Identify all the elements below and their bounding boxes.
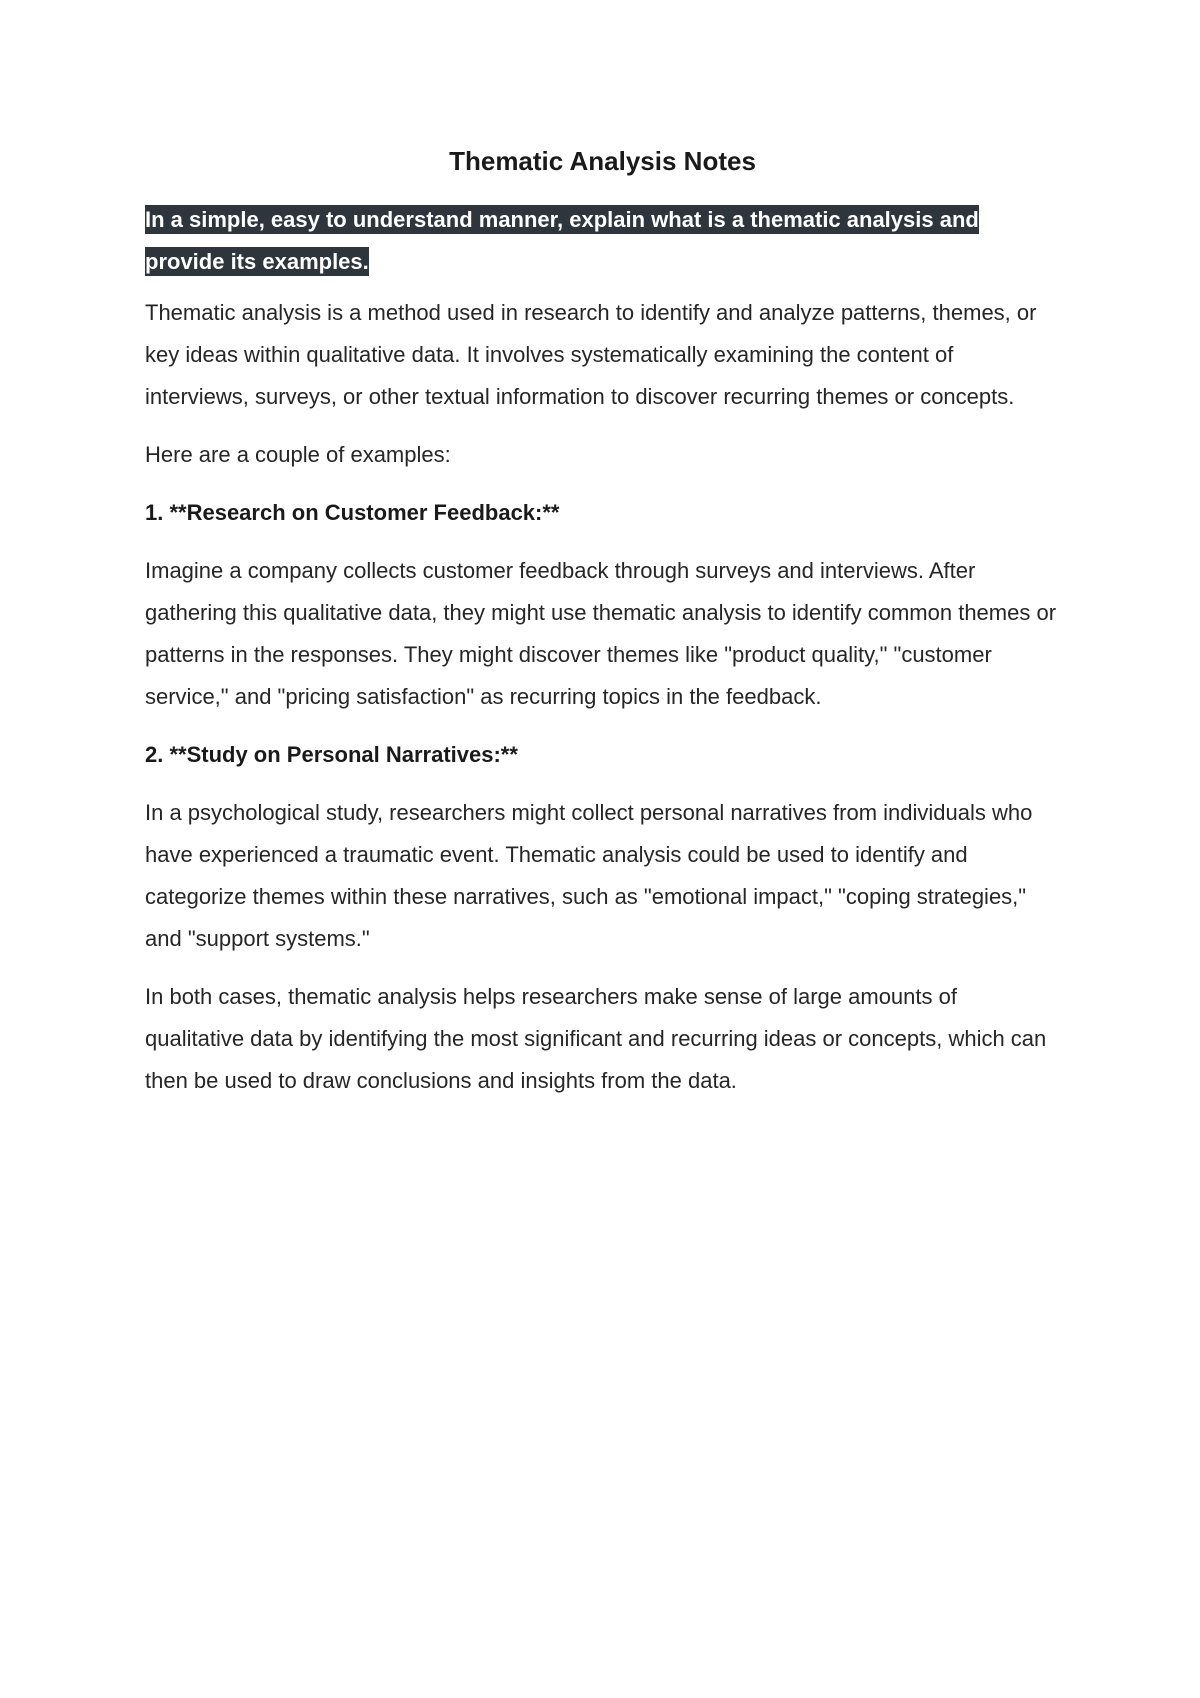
examples-lead: Here are a couple of examples: (145, 442, 451, 467)
document-body (145, 143, 1060, 1118)
highlighted-prompt (145, 199, 1060, 283)
document-title: Thematic Analysis Notes (449, 146, 756, 176)
example-heading-1: 1. **Research on Customer Feedback:** (145, 500, 560, 525)
prompt-text: In a simple, easy to understand manner, explain what is a thematic analysis and provide its examples. (145, 207, 979, 274)
conclusion-paragraph: In both cases, thematic analysis helps researchers make sense of large amounts of qualitative data by identifying the most significant and recurring ideas or concepts, which can then be used to draw conclusions and insights from the data. (145, 984, 1047, 1093)
intro-paragraph: Thematic analysis is a method used in research to identify and analyze patterns, themes, or key ideas within qualitative data. It involves systematically examining the content of interviews, surveys, or other textual information to discover recurring themes or concepts. (145, 300, 1037, 409)
example-paragraph-1: Imagine a company collects customer feedback through surveys and interviews. After gathering this qualitative data, they might use thematic analysis to identify common themes or patterns in the responses. They might discover themes like "product quality," "customer service," and "pricing satisfaction" as recurring topics in the feedback. (145, 558, 1057, 709)
example-heading-2: 2. **Study on Personal Narratives:** (145, 742, 518, 767)
example-paragraph-2: In a psychological study, researchers might collect personal narratives from individuals who have experienced a traumatic event. Thematic analysis could be used to identify and categorize themes within these narratives, such as "emotional impact," "coping strategies," and "support systems." (145, 800, 1033, 951)
